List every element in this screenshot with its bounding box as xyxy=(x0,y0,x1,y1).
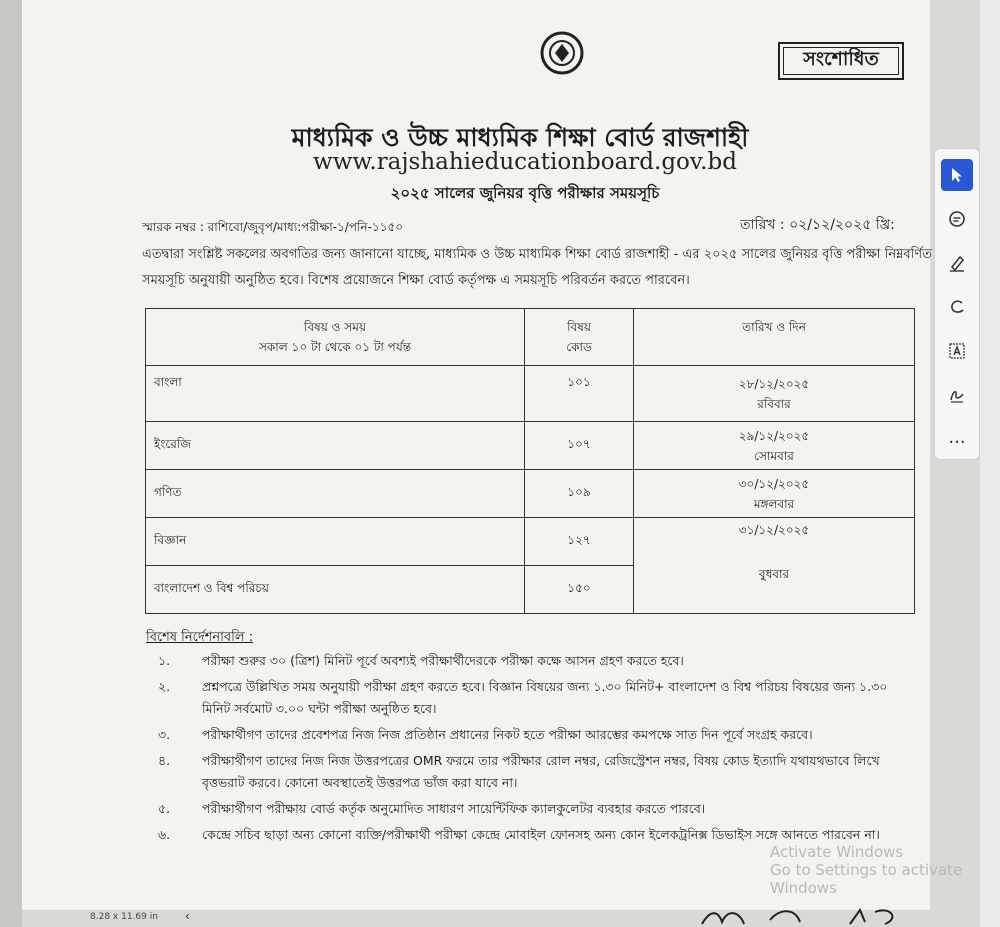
date-cell xyxy=(634,470,915,518)
board-title: মাধ্যমিক ও উচ্চ মাধ্যমিক শিক্ষা বোর্ড রাজশাহী xyxy=(291,123,749,152)
instructions-list xyxy=(158,650,918,850)
subject-cell: বাংলাদেশ ও বিশ্ব পরিচয় xyxy=(146,566,525,614)
table-row xyxy=(146,518,915,566)
header-subject xyxy=(146,309,525,366)
viewer-left-gutter xyxy=(0,0,22,927)
code-cell: ১২৭ xyxy=(525,518,634,566)
exam-schedule-table xyxy=(145,308,915,614)
code-cell: ১০৭ xyxy=(525,422,634,470)
list-item xyxy=(158,650,918,672)
code-cell: ১৫০ xyxy=(525,566,634,614)
watermark-line-1: Activate Windows xyxy=(770,843,904,861)
board-emblem-icon xyxy=(537,28,587,78)
header-code-label-1: বিষয় xyxy=(567,320,591,334)
chevron-left-icon[interactable]: ‹ xyxy=(185,909,190,923)
header-subject-label: বিষয় ও সময় xyxy=(304,320,366,334)
date-cell xyxy=(634,518,915,614)
page-size-indicator: 8.28 x 11.69 in xyxy=(90,912,158,922)
subject-cell: বিজ্ঞান xyxy=(146,518,525,566)
table-header-row xyxy=(146,309,915,366)
date-text: ২৮/১২/২০২৫ xyxy=(738,376,810,391)
date-cell xyxy=(634,366,915,422)
table-row xyxy=(146,366,915,422)
list-item xyxy=(158,750,918,794)
date-text: ৩১/১২/২০২৫ xyxy=(738,523,810,537)
header-code-label-2: কোড xyxy=(566,340,592,354)
watermark-line-2: Go to Settings to activate Windows xyxy=(770,861,963,897)
item-text: পরীক্ষার্থীগণ তাদের নিজ নিজ উত্তরপত্রের OMR ফরমে তার পরীক্ষার রোল নম্বর, রেজিস্ট্রেশন নম্বর, বিষয় কোড ইত্যাদি যথাযথভাবে লিখে বৃত্তভরাট করবে। কোনো অবস্থাতেই উত্তরপত্র ভাঁজ করা যাবে না। xyxy=(202,753,880,790)
annotation-toolbar xyxy=(934,148,980,460)
issue-date: তারিখ : ০২/১২/২০২৫ খ্রি: xyxy=(740,217,895,233)
day-text: মঙ্গলবার xyxy=(753,496,795,511)
date-text: ৩০/১২/২০২৫ xyxy=(738,476,810,491)
memo-number: স্মারক নম্বর : রাশিবো/জুবৃপ/মাধ্য:পরীক্ষা-১/পনি-১১৫০ xyxy=(142,220,404,234)
header-time-label: সকাল ১০ টা থেকে ০১ টা পর্যন্ত xyxy=(258,340,412,354)
board-website: www.rajshahieducationboard.gov.bd xyxy=(313,149,737,175)
header-date: তারিখ ও দিন xyxy=(634,309,915,366)
windows-activation-watermark xyxy=(770,843,1000,897)
signature xyxy=(700,902,910,927)
schedule-subtitle: ২০২৫ সালের জুনিয়র বৃত্তি পরীক্ষার সময়সূচি xyxy=(390,184,660,202)
select-tool-icon[interactable] xyxy=(941,159,973,191)
header-code xyxy=(525,309,634,366)
item-number: ১. xyxy=(158,653,171,668)
item-number: ৪. xyxy=(158,753,171,768)
more-options-icon[interactable]: ... xyxy=(948,426,966,448)
date-text: ২৯/১২/২০২৫ xyxy=(738,428,810,443)
date-cell xyxy=(634,422,915,470)
subject-cell: ইংরেজি xyxy=(146,422,525,470)
item-number: ২. xyxy=(158,679,171,694)
item-number: ৬. xyxy=(158,827,171,842)
item-text: পরীক্ষার্থীগণ পরীক্ষায় বোর্ড কর্তৃক অনুমোদিত সাধারণ সায়েন্টিফিক ক্যালকুলেটর ব্যবহার করতে পারবে। xyxy=(202,801,706,816)
item-text: কেন্দ্রে সচিব ছাড়া অন্য কোনো ব্যক্তি/পরীক্ষার্থী পরীক্ষা কেন্দ্রে মোবাইল ফোনসহ অন্য কোন ইলেকট্রনিক্স ডিভাইস সঙ্গে আনতে পারবেন না। xyxy=(202,827,880,842)
text-box-tool-icon[interactable] xyxy=(941,335,973,367)
item-text: প্রশ্নপত্রে উল্লিখিত সময় অনুযায়ী পরীক্ষা গ্রহণ করতে হবে। বিজ্ঞান বিষয়ের জন্য ১.৩০ মিনিট+ বাংলাদেশ ও বিশ্ব পরিচয় বিষয়ের জন্য ১.৩০ মিনিট সর্বমোট ৩.০০ ঘন্টা পরীক্ষা অনুষ্ঠিত হবে। xyxy=(202,679,888,716)
comment-tool-icon[interactable] xyxy=(941,203,973,235)
item-number: ৩. xyxy=(158,727,171,742)
sign-tool-icon[interactable] xyxy=(941,379,973,411)
code-cell: ১০১ xyxy=(525,366,634,422)
viewer-right-edge xyxy=(980,0,1000,927)
item-text: পরীক্ষার্থীগণ তাদের প্রবেশপত্র নিজ নিজ প্রতিষ্ঠান প্রধানের নিকট হতে পরীক্ষা আরম্ভের কমপক্ষে সাত দিন পূর্বে সংগ্রহ করবে। xyxy=(202,727,813,742)
table-row xyxy=(146,422,915,470)
list-item xyxy=(158,724,918,746)
draw-tool-icon[interactable] xyxy=(941,291,973,323)
list-item xyxy=(158,798,918,820)
item-number: ৫. xyxy=(158,801,171,816)
highlight-tool-icon[interactable] xyxy=(941,247,973,279)
day-text: সোমবার xyxy=(754,448,794,463)
revised-stamp: সংশোধিত xyxy=(778,42,904,80)
day-text: রবিবার xyxy=(757,396,791,411)
list-item xyxy=(158,676,918,720)
subject-cell: বাংলা xyxy=(146,366,525,422)
day-text: বুধবার xyxy=(758,567,790,581)
item-text: পরীক্ষা শুরুর ৩০ (ত্রিশ) মিনিট পূর্বে অবশ্যই পরীক্ষার্থীদেরকে পরীক্ষা কক্ষে আসন গ্রহণ করতে হবে। xyxy=(202,653,684,668)
subject-cell: গণিত xyxy=(146,470,525,518)
instructions-heading: বিশেষ নির্দেশনাবলি : xyxy=(146,630,254,645)
code-cell: ১০৯ xyxy=(525,470,634,518)
intro-paragraph: এতদ্বারা সংশ্লিষ্ট সকলের অবগতির জন্য জানানো যাচ্ছে, মাধ্যমিক ও উচ্চ মাধ্যমিক শিক্ষা বোর্ড রাজশাহী - এর ২০২৫ সালের জুনিয়র বৃত্তি পরীক্ষা নিম্নবর্ণিত সময়সূচি অনুযায়ী অনুষ্ঠিত হবে। বিশেষ প্রয়োজনে শিক্ষা বোর্ড কর্তৃপক্ষ এ সময়সূচি পরিবর্তন করতে পারবেন। xyxy=(142,247,932,288)
table-row xyxy=(146,470,915,518)
